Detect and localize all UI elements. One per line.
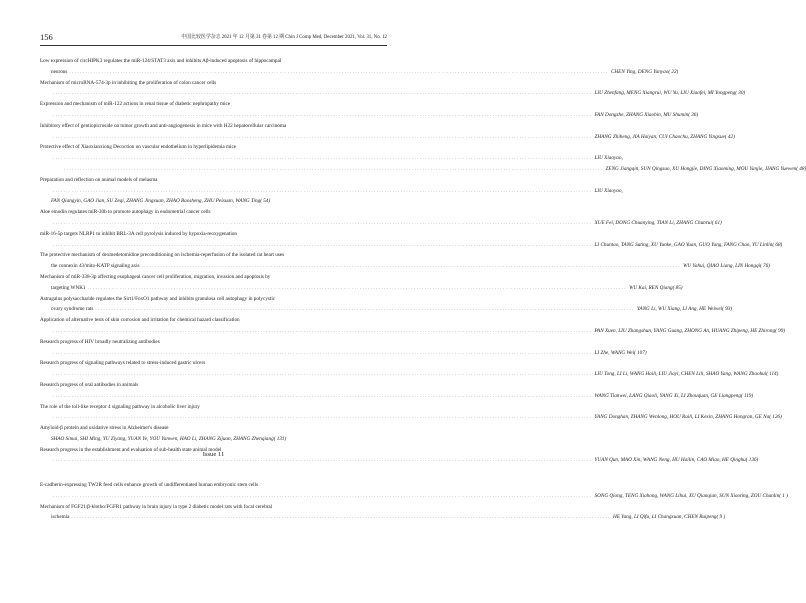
contents-entry (40, 315, 786, 337)
contents-entry (40, 99, 699, 121)
journal-running-head: 中国比较医学杂志 2021 年 12 月第 31 卷第 12 期 Chin J Comp Med, December 2021, Vol. 31, No. 12 (181, 35, 387, 40)
dot-leader: ........................................................................................................................................................................................................ (69, 68, 609, 74)
entry-title: Research progress of HIV broadly neutralizing antibodies (40, 338, 160, 345)
entry-authors: HE Yang, LI Qifu, LI Changxuan, CHEN Ruipeng( 9 ) (612, 514, 726, 521)
entry-title: Mechanism of microRNA-574-3p in inhibiting the proliferation of colon cancer cells (40, 79, 217, 86)
entry-authors: SHAO Simai, SHI Ming, YU Ziyang, YUAN Ye, YOU Yanwen, HAO Li, ZHANG Zijuan, ZHANG Zhenqiang( 131) (51, 435, 287, 442)
entry-title: The protective mechanism of dexmedetomidine preconditioning on ischemia-reperfusion of the isolated rat heart uses (40, 252, 285, 259)
entry-authors: WU Kai, REN Qiang( 85) (629, 284, 683, 291)
issue-heading: Issue 11 (202, 451, 225, 458)
contents-entry (40, 175, 623, 197)
dot-leader: ........................................................................................................................................................................................................ (53, 327, 593, 333)
dot-leader: ........................................................................................................................................................................................................ (53, 187, 593, 193)
contents-entry (40, 294, 733, 316)
contents-entry (40, 164, 806, 175)
entry-title-continuation: the connexin 43/mito-KATP signaling axis (51, 263, 140, 270)
entry-authors: LI Zhe, WANG Wei( 107) (594, 349, 647, 356)
dot-leader: ........................................................................................................................................................................................................ (141, 263, 682, 269)
entry-authors: ZHANG Zhiheng, JIA Haiyan, CUI Chaochu, ZHANG Yingxue( 42) (594, 133, 735, 140)
entry-authors: WU Yahui, QIAO Liang, LIN Hongqi( 76) (683, 263, 770, 270)
contents-entry (40, 250, 770, 272)
entry-authors: FAN Qiangyin, GAO Jian, SU Zeqi, ZHANG Jingxuan, ZHAO Baosheng, ZHU Peixuan, WANG Ting( 54) (51, 198, 271, 205)
dot-leader: ........................................................................................................................................................................................................ (71, 514, 611, 520)
contents-entry (40, 402, 782, 424)
dot-leader: ........................................................................................................................................................................................................ (87, 284, 628, 290)
dot-leader: ........................................................................................................................................................................................................ (95, 306, 635, 312)
entry-title: The role of the toll-like receptor 4 signaling pathway in alcoholic liver injury (40, 403, 200, 410)
contents-entry (40, 78, 746, 100)
entry-authors: YUAN Qun, MAO Xin, WANG Neng, HU Hailin, CAO Miao, HE Qinghu( 136) (594, 457, 759, 464)
entry-title: Research progress of signaling pathways related to stress-induced gastric ulcers (40, 360, 206, 367)
contents-entry (40, 358, 779, 380)
entry-authors: LIU Zhenfang, MENG Xiangrui, WU Yu, LIU Xiaofei, MI Yongpeng( 30) (594, 90, 746, 97)
contents-entry (40, 207, 722, 229)
dot-leader: ........................................................................................................................................................................................................ (53, 219, 593, 225)
entry-authors: FAN Dongzhe, ZHANG Xiaobin, MU Shumin( 36) (594, 111, 699, 118)
entry-title: Aloe emodin regulates miR-30b to promote autophagy in endometrial cancer cells (40, 209, 211, 216)
entry-authors: LI Chuntao, TANG Suting, XU Yunke, GAO Yuan, GUO Yang, FANG Chao, YU Linlin( 68) (594, 241, 783, 248)
contents-entry (40, 480, 788, 502)
entry-authors: YANG Li, WU Xiang, LI Ang, HE Weiwei( 93) (636, 306, 733, 313)
entry-title: Mechanism of miR-338-3p affecting esophageal cancer cell proliferation, migration, invasion and apoptosis by (40, 273, 271, 280)
issue-11-contents-list (40, 480, 788, 523)
entry-title: Astragalus polysaccharide regulates the Sirt1/FoxO1 pathway and inhibits granulosa cell autophagy in polycystic (40, 295, 276, 302)
contents-list (40, 56, 806, 466)
dot-leader: ........................................................................................................................................................................................................ (64, 165, 604, 171)
entry-authors: PAN Xuen, LIU Zhangshun, YANG Guang, ZHONG An, HUANG Zhipeng, HE Zhirong( 99) (594, 327, 786, 334)
entry-title: Research progress of oral antibodies in animals (40, 381, 139, 388)
contents-entry (40, 423, 387, 445)
dot-leader: ........................................................................................................................................................................................................ (53, 392, 593, 398)
entry-title: Application of alternative tests of skin corrosion and irritation for chemical hazard classification (40, 317, 240, 324)
page-header (40, 32, 387, 46)
entry-title: Protective effect of Xiaoxianxiong Decoction on vascular endothelium in hyperlipidemia mice (40, 144, 237, 151)
contents-entry (40, 196, 387, 207)
dot-leader: ........................................................................................................................................................................................................ (53, 133, 593, 139)
entry-authors: YANG Donghan, ZHANG Wenlong, HOU Ruili, LI Kexin, ZHANG Hongran, GE Na( 126) (594, 414, 782, 421)
dot-leader: ........................................................................................................................................................................................................ (53, 241, 593, 247)
entry-authors: LIU Xiaoyao, (594, 155, 623, 162)
dot-leader: ........................................................................................................................................................................................................ (53, 414, 593, 420)
dot-leader: ........................................................................................................................................................................................................ (53, 155, 593, 161)
entry-authors: LIU Tong, LI Li, WANG Haili, LIU Jiayi, CHEN Lili, SHAO Yang, WANG Zhaohui( 114) (594, 371, 779, 378)
entry-title: Amyloid-β protein and oxidative stress in Alzheimer's disease (40, 425, 169, 432)
entry-authors: LIU Xiaoyao, (594, 187, 623, 194)
dot-leader: ........................................................................................................................................................................................................ (53, 457, 593, 463)
entry-title: Mechanism of FGF21/β-klotho/FGFR1 pathway in brain injury in type 2 diabetic model rats with focal cerebral (40, 503, 273, 510)
page-number: 156 (40, 32, 53, 42)
contents-entry (40, 56, 679, 78)
entry-authors: XUE Fei, DONG Chuanying, TIAN Li, ZHANG Chunrui( 61) (594, 219, 722, 226)
entry-authors: ZENG Jiangqin, SUN Qingsuo, XU Hongjie, DING Xiaoming, MOU Yanjie, JIANG Yuewen( 48) (605, 165, 806, 172)
entry-title: E-cadherin-expressing TW2R feed cells enhance growth of undifferentiated human embryonic stem cells (40, 482, 259, 488)
dot-leader: ........................................................................................................................................................................................................ (53, 349, 593, 355)
dot-leader: ........................................................................................................................................................................................................ (53, 492, 593, 498)
entry-title: Preparation and reflection on animal models of melasma (40, 176, 158, 183)
entry-title: Low expression of circHIPK3 regulates the miR-124/STAT3 axis and inhibits Aβ-induced apoptosis of hippocampal (40, 58, 282, 64)
entry-title: Expression and mechanism of miR-122 actions in renal tissue of diabetic nephropathy mice (40, 101, 231, 108)
entry-title-continuation: ovary syndrome rats (51, 306, 94, 313)
entry-title-continuation: neurons (51, 68, 68, 75)
entry-title-continuation: ischemia (51, 514, 70, 521)
dot-leader: ........................................................................................................................................................................................................ (53, 371, 593, 377)
entry-title-continuation: targeting WNK1 (51, 284, 86, 291)
contents-entry (40, 502, 726, 524)
contents-entry (40, 380, 754, 402)
contents-entry (40, 272, 683, 294)
contents-entry (40, 142, 623, 164)
entry-authors: SONG Qiong, TENG Xiahong, WANG Lihui, XU Qianqian, SUN Xiaoting, ZOU Chunlin( 1 ) (594, 492, 788, 499)
dot-leader: ........................................................................................................................................................................................................ (53, 90, 593, 96)
contents-entry (40, 229, 783, 251)
entry-title: miR-16-5p targets NLRP1 to inhibit BRL-3A cell pyrolysis induced by hypoxia-reoxygenation (40, 230, 238, 237)
entry-title: Inhibitory effect of gentiopicroside on tumor growth and anti-angiogenesis in mice with H22 hepatocellular carcinoma (40, 122, 287, 129)
entry-authors: WANG Tianwei, LANG Qiaoli, YANG Xi, LI Zhouquan, GE Liangpeng( 119) (594, 392, 754, 399)
contents-entry (40, 337, 647, 359)
entry-authors: CHEN Ying, DENG Yanyao( 22) (610, 68, 679, 75)
entry-title: Research progress in the establishment and evaluation of sub-health state animal model (40, 446, 222, 453)
contents-entry (40, 121, 735, 143)
dot-leader: ........................................................................................................................................................................................................ (53, 111, 593, 117)
